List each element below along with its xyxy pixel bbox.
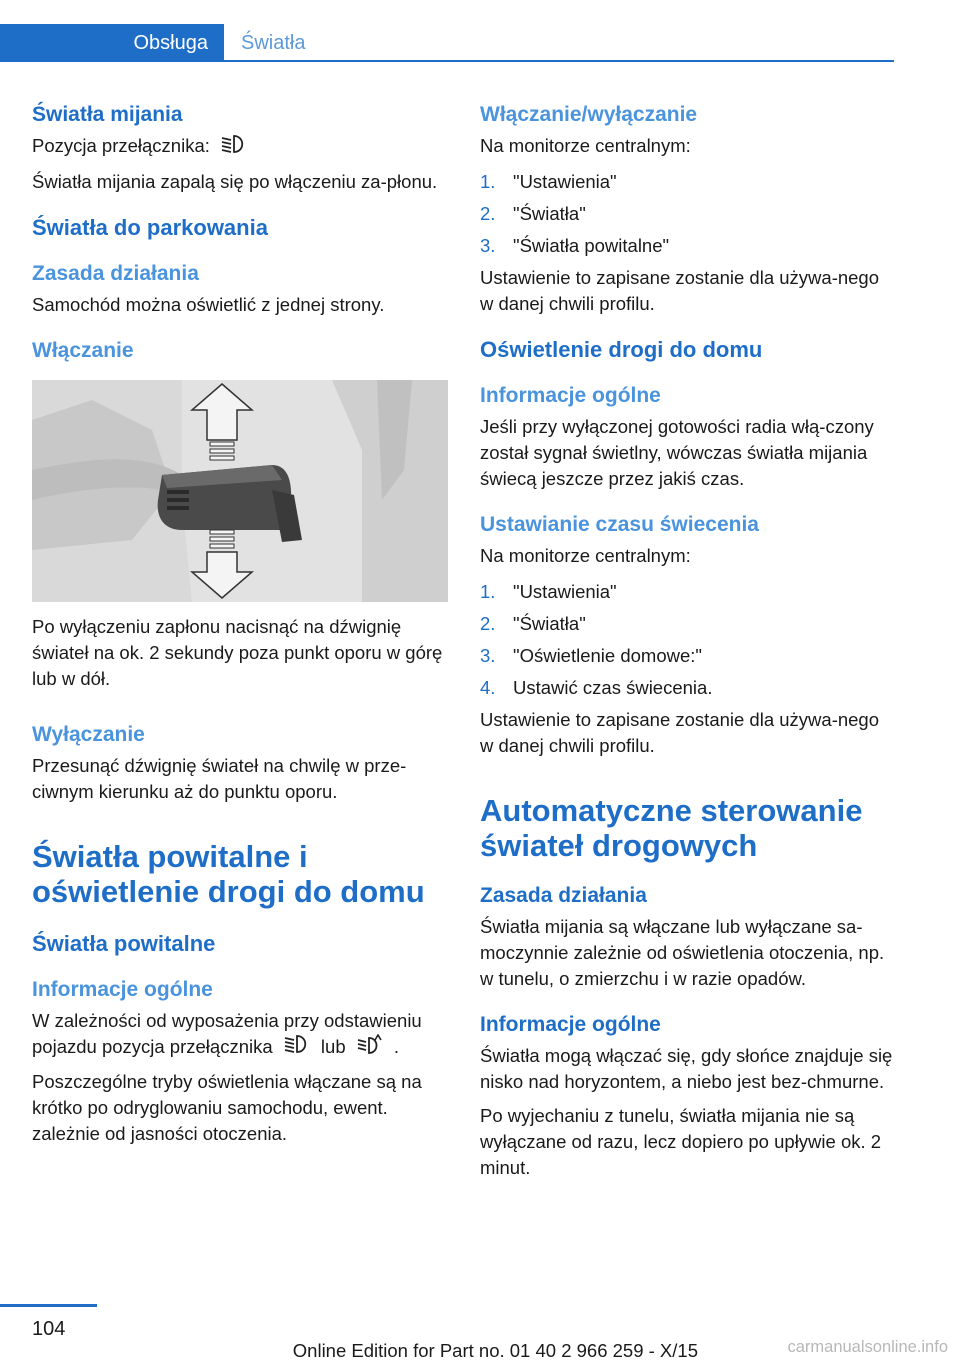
- list-item: [480, 611, 896, 637]
- step-text: "Ustawienia": [513, 581, 617, 602]
- paragraph-auto-principle: Światła mijania są włączane lub wyłączane sa‐moczynnie zależnie od oświetlenia otoczenia, np. w tunelu, o zmierzchu i w razie opadów.: [480, 916, 885, 989]
- paragraph-tunnel-exit: Po wyjechaniu z tunelu, światła mijania nie są wyłączane od razu, lecz dopiero po upływie ok. 2 minut.: [480, 1105, 882, 1178]
- step-text: "Światła": [513, 613, 586, 634]
- text-equipment-prefix: W zależności od wyposażenia przy odstawieniu pojazdu pozycja przełącznika: [32, 1009, 422, 1057]
- paragraph-central-monitor-2: Na monitorze centralnym:: [480, 545, 691, 566]
- edition-info: Online Edition for Part no. 01 40 2 966 259 - X/15: [292, 1340, 698, 1361]
- heading-switch-off: Wyłączanie: [32, 722, 145, 746]
- step-text: "Oświetlenie domowe:": [513, 645, 702, 666]
- step-number: 4.: [480, 677, 496, 698]
- heading-switch-on: Włączanie: [32, 338, 134, 362]
- heading-parking-lights: Światła do parkowania: [32, 214, 268, 240]
- left-column: [32, 100, 448, 1147]
- lever-illustration: [32, 380, 448, 602]
- heading-principle-2: Zasada działania: [480, 884, 647, 907]
- step-text: Ustawić czas świecenia.: [513, 677, 713, 698]
- paragraph-equipment: [32, 1008, 448, 1062]
- steps-list-welcome: [480, 169, 896, 259]
- page-number: 104: [32, 1318, 66, 1340]
- paragraph-switch-off: Przesunąć dźwignię świateł na chwilę w prze‐ciwnym kierunku aż do punktu oporu.: [32, 754, 407, 802]
- automatic-headlight-icon: [357, 1034, 383, 1061]
- heading-general-info-2: Informacje ogólne: [480, 384, 661, 407]
- paragraph-profile-saved-2: Ustawienie to zapisane zostanie dla używa‐nego w danej chwili profilu.: [480, 709, 880, 756]
- list-item: [480, 201, 896, 227]
- step-text: "Światła": [513, 203, 586, 224]
- watermark: carmanualsonline.info: [787, 1338, 948, 1356]
- step-number: 1.: [480, 171, 496, 192]
- right-column: [480, 100, 896, 1181]
- heading-general-info: Informacje ogólne: [32, 977, 213, 1001]
- list-item: [480, 643, 896, 669]
- step-text: "Ustawienia": [513, 171, 617, 192]
- section-tab-swiatla[interactable]: Światła: [241, 31, 306, 54]
- heading-swiatla-mijania: Światła mijania: [32, 103, 183, 126]
- step-number: 2.: [480, 203, 496, 224]
- low-beam-icon: [284, 1034, 310, 1061]
- paragraph-low-sun: Światła mogą włączać się, gdy słońce znajduje się nisko nad horyzontem, a niebo jest bez‐chmurne.: [480, 1045, 893, 1092]
- step-number: 2.: [480, 613, 496, 634]
- step-text: "Światła powitalne": [513, 235, 670, 256]
- heading-on-off: Włączanie/wyłączanie: [480, 103, 698, 126]
- heading-general-info-3: Informacje ogólne: [480, 1013, 661, 1036]
- list-item: [480, 675, 896, 701]
- heading-welcome: Światła powitalne: [32, 930, 216, 956]
- footer-rule: [0, 1304, 97, 1307]
- paragraph-profile-saved: Ustawienie to zapisane zostanie dla używa‐nego w danej chwili profilu.: [480, 267, 880, 314]
- list-item: [480, 169, 896, 195]
- heading-set-duration: Ustawianie czasu świecenia: [480, 513, 759, 536]
- heading-home-lighting: Oświetlenie drogi do domu: [480, 337, 763, 362]
- list-item: [480, 579, 896, 605]
- paragraph-principle: Samochód można oświetlić z jednej strony.: [32, 293, 385, 315]
- text-or: lub: [320, 1035, 346, 1057]
- page-header: [0, 24, 894, 62]
- steps-list-home: [480, 579, 896, 701]
- paragraph-light-modes: Poszczególne tryby oświetlenia włączane są na krótko po odryglowaniu samochodu, ewent. zależnie od jasności otoczenia.: [32, 1071, 422, 1145]
- section-tab-obsluga[interactable]: Obsługa: [0, 24, 224, 62]
- paragraph-central-monitor: Na monitorze centralnym:: [480, 135, 691, 156]
- heading-principle: Zasada działania: [32, 261, 199, 285]
- step-number: 3.: [480, 645, 496, 666]
- paragraph-low-beam-ignition: Światła mijania zapalą się po włączeniu za‐płonu.: [32, 170, 438, 192]
- step-number: 1.: [480, 581, 496, 602]
- step-number: 3.: [480, 235, 496, 256]
- heading-auto-high-beam: Automatyczne sterowanie świateł drogowych: [480, 793, 863, 863]
- paragraph-switch-position: [32, 133, 448, 161]
- paragraph-switch-on: Po wyłączeniu zapłonu nacisnąć na dźwignię świateł na ok. 2 sekundy poza punkt oporu w górę lub w dół.: [32, 615, 443, 689]
- paragraph-headlight-flasher: Jeśli przy wyłączonej gotowości radia włą‐czony został sygnał świetlny, wówczas światła mijania świecą jeszcze przez jakiś czas.: [480, 416, 874, 489]
- low-beam-icon: [221, 134, 247, 161]
- list-item: [480, 233, 896, 259]
- text-switch-position: Pozycja przełącznika:: [32, 135, 210, 156]
- heading-welcome-lights: Światła powitalne i oświetlenie drogi do domu: [32, 838, 425, 909]
- text-period: .: [393, 1035, 400, 1057]
